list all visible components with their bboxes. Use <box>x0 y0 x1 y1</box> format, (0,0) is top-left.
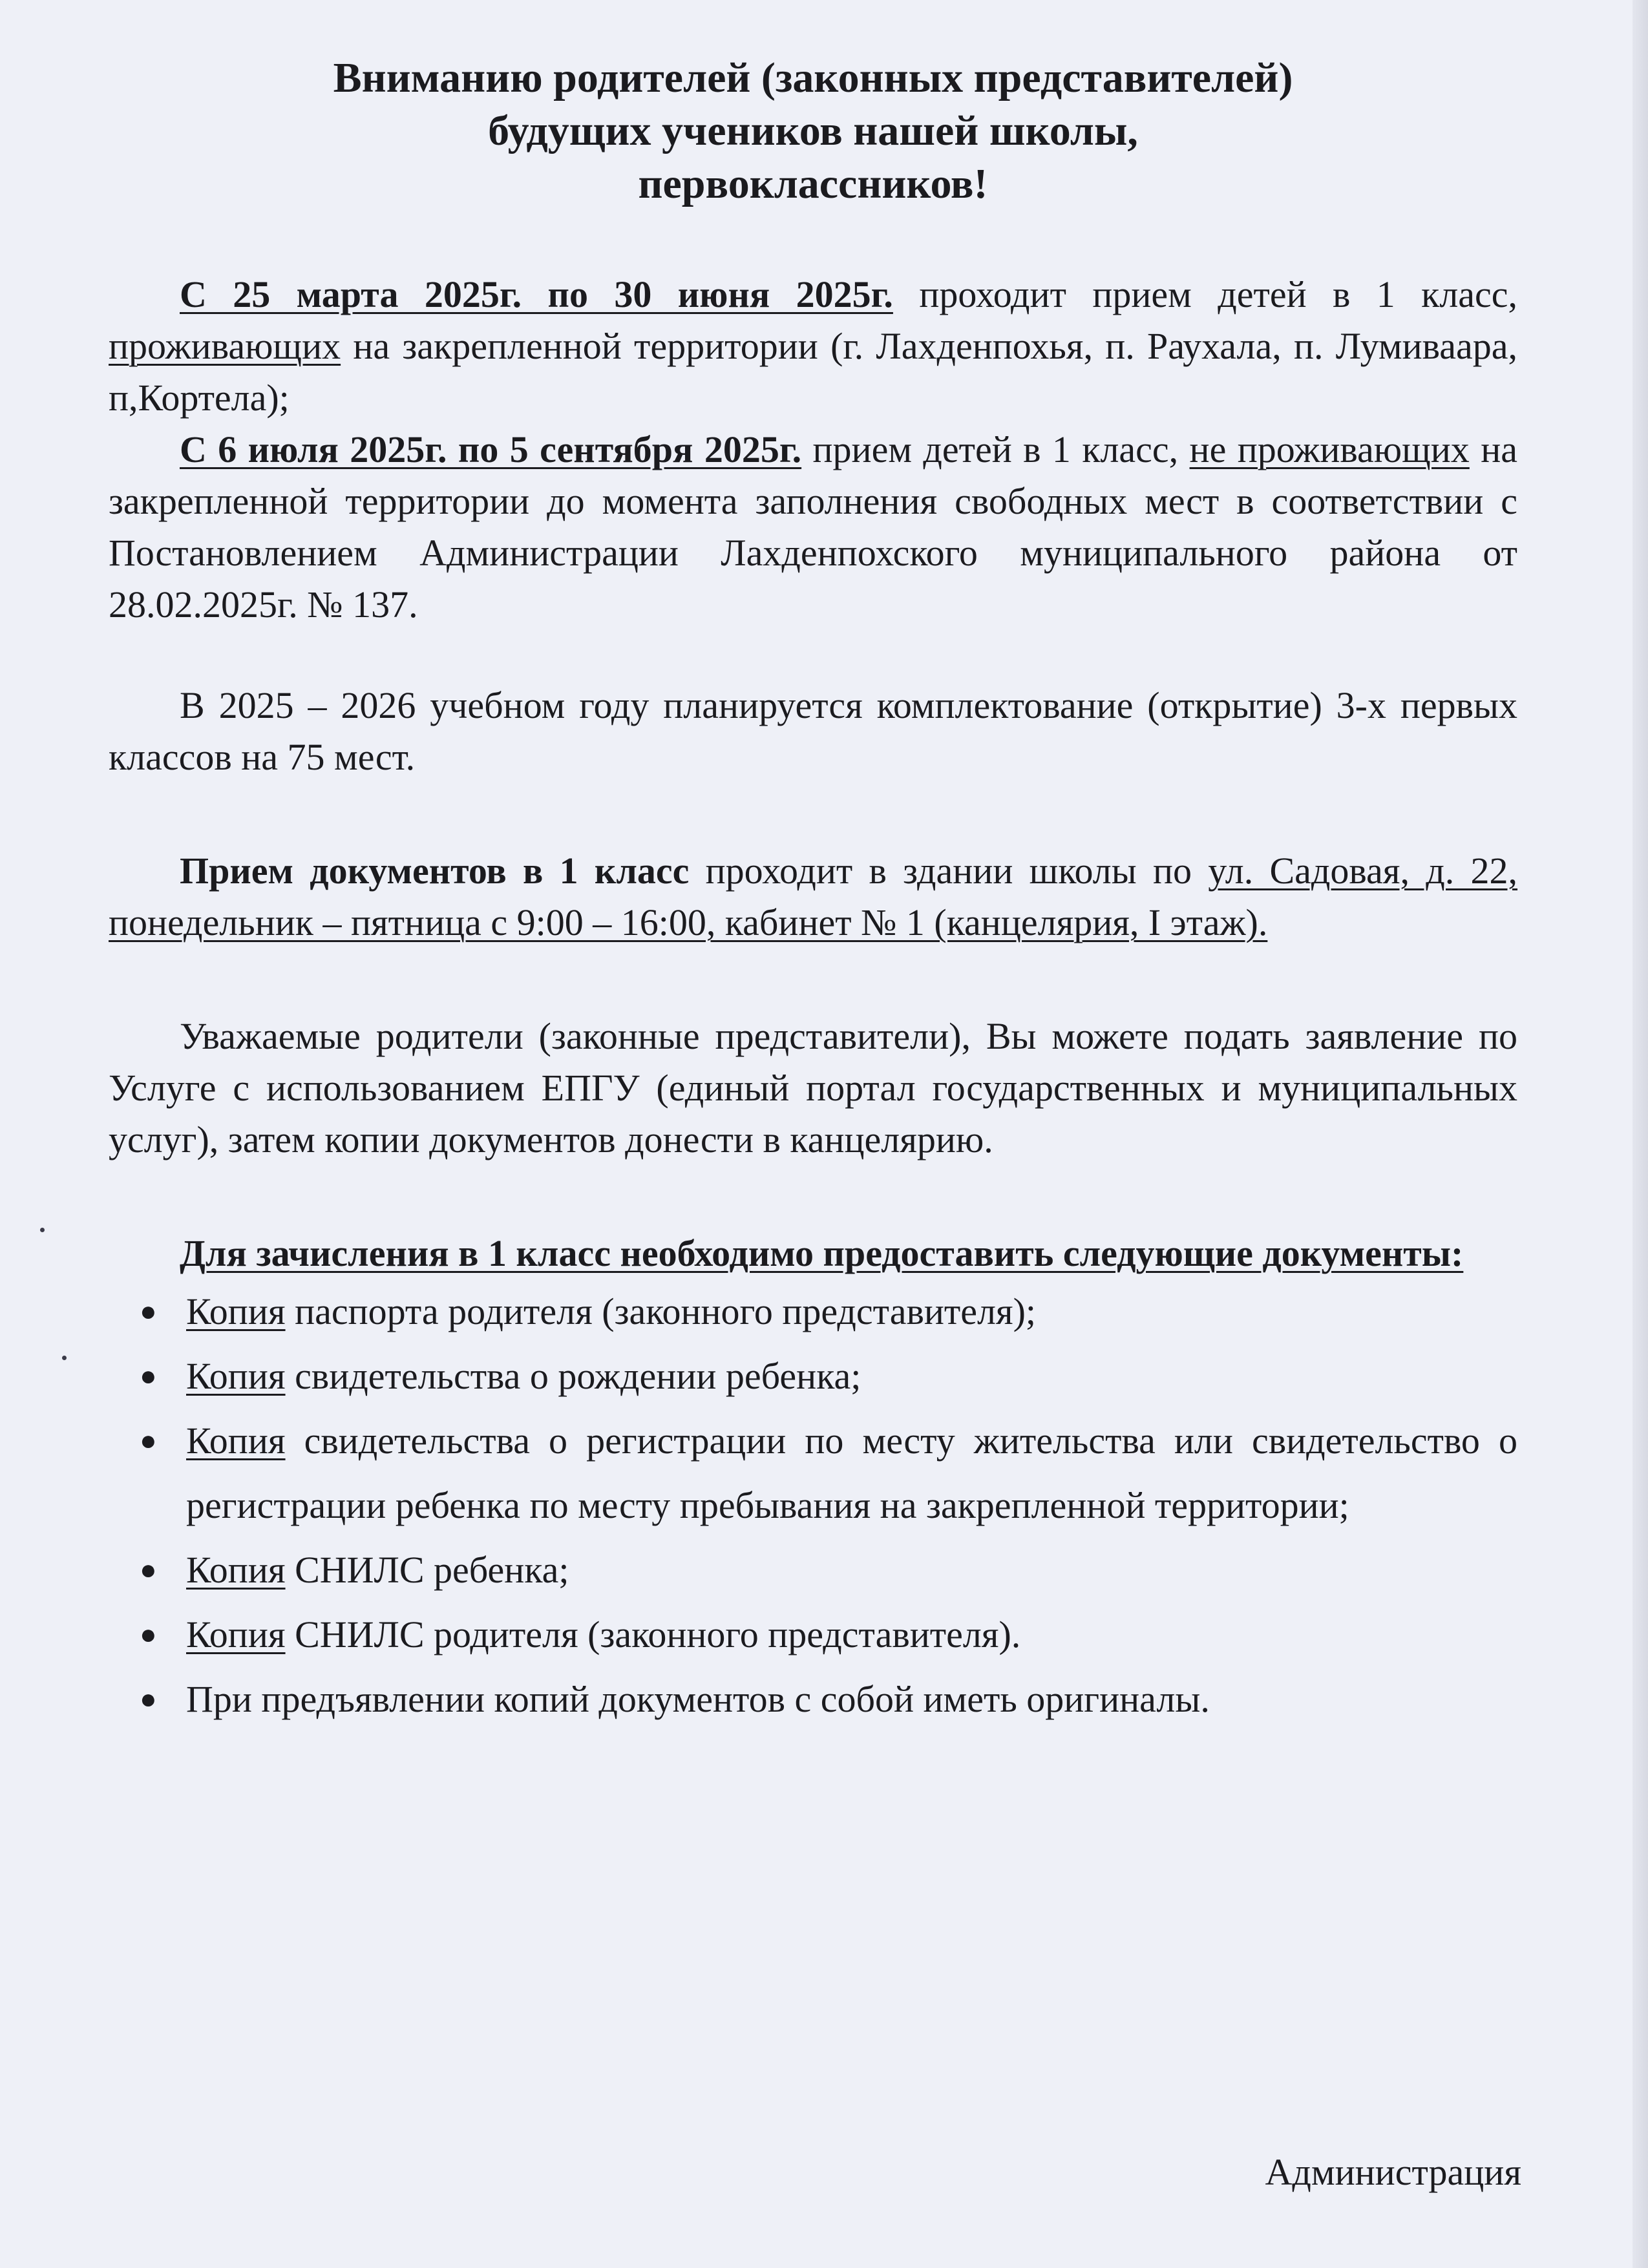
bullet-icon: ● <box>140 1360 157 1392</box>
title-line-3: первоклассников! <box>638 160 988 207</box>
documents-reception-paragraph <box>109 845 1517 949</box>
item-text: СНИЛС родителя (законного представителя). <box>285 1613 1021 1655</box>
reception-text-a: проходит в здании школы по <box>689 850 1209 892</box>
bullet-icon: ● <box>140 1683 157 1715</box>
residing-word: проживающих <box>109 325 341 367</box>
announcement-title <box>109 52 1517 211</box>
bullet-icon: ● <box>140 1425 157 1456</box>
item-prefix: Копия <box>186 1290 286 1332</box>
epgu-paragraph: Уважаемые родители (законные представители), Вы можете подать заявление по Услуге с использованием ЕПГУ (единый портал государственных и муниципальных услуг), затем копии документов донести в канцелярию. <box>109 1015 1517 1160</box>
classes-planned-paragraph: В 2025 – 2026 учебном году планируется комплектование (открытие) 3-х первых классов на 75 мест. <box>109 684 1517 778</box>
required-documents-list <box>109 1279 1517 1732</box>
reception-bold-label: Прием документов в 1 класс <box>180 850 690 892</box>
not-residing-word: не проживающих <box>1189 428 1470 470</box>
nonresidents-text-b: на закрепленной территории до момента заполнения свободных мест в соответствии с Постановлением Администрации Лахденпохского муниципального района от 28.02.2025г. № 137. <box>109 428 1517 625</box>
admission-period-residents <box>109 269 1517 424</box>
residents-text-a: проходит прием детей в 1 класс, <box>893 273 1517 315</box>
scan-speck <box>40 1228 45 1232</box>
residents-text-b: на закрепленной территории (г. Лахденпохья, п. Раухала, п. Лумиваара, п,Кортела); <box>109 325 1517 419</box>
title-line-1: Вниманию родителей (законных представителей) <box>333 54 1293 101</box>
item-text: При предъявлении копий документов с собой иметь оригиналы. <box>186 1678 1210 1720</box>
item-text: свидетельства о рождении ребенка; <box>285 1355 861 1397</box>
document-body <box>109 52 1517 1732</box>
nonresidents-text-a: прием детей в 1 класс, <box>801 428 1190 470</box>
page-edge-shadow <box>1632 0 1648 2268</box>
reception-address: ул. Садовая, д. 22, понедельник – пятница с 9:00 – 16:00, кабинет № 1 (канцелярия, I этаж). <box>109 850 1518 943</box>
list-item <box>109 1602 1517 1667</box>
item-text: свидетельства о регистрации по месту жительства или свидетельство о регистрации ребенка по месту пребывания на закрепленной территории; <box>186 1420 1517 1526</box>
scan-speck <box>62 1356 67 1360</box>
required-documents-heading: Для зачисления в 1 класс необходимо предоставить следующие документы: <box>180 1232 1464 1274</box>
item-prefix: Копия <box>186 1355 286 1397</box>
item-prefix: Копия <box>186 1420 286 1462</box>
item-text: паспорта родителя (законного представителя); <box>285 1290 1037 1332</box>
bullet-icon: ● <box>140 1296 157 1327</box>
residents-dates: С 25 марта 2025г. по 30 июня 2025г. <box>180 273 893 315</box>
list-item <box>109 1538 1517 1602</box>
list-item <box>109 1667 1517 1732</box>
signature-administration: Администрация <box>1265 2151 1521 2193</box>
item-text: СНИЛС ребенка; <box>285 1549 569 1591</box>
nonresidents-dates: С 6 июля 2025г. по 5 сентября 2025г. <box>180 428 802 470</box>
bullet-icon: ● <box>140 1619 157 1650</box>
admission-period-nonresidents <box>109 424 1517 631</box>
list-item <box>109 1344 1517 1409</box>
list-item <box>109 1409 1517 1538</box>
title-line-2: будущих учеников нашей школы, <box>488 107 1138 154</box>
item-prefix: Копия <box>186 1549 286 1591</box>
item-prefix: Копия <box>186 1613 286 1655</box>
bullet-icon: ● <box>140 1554 157 1586</box>
list-item <box>109 1279 1517 1344</box>
